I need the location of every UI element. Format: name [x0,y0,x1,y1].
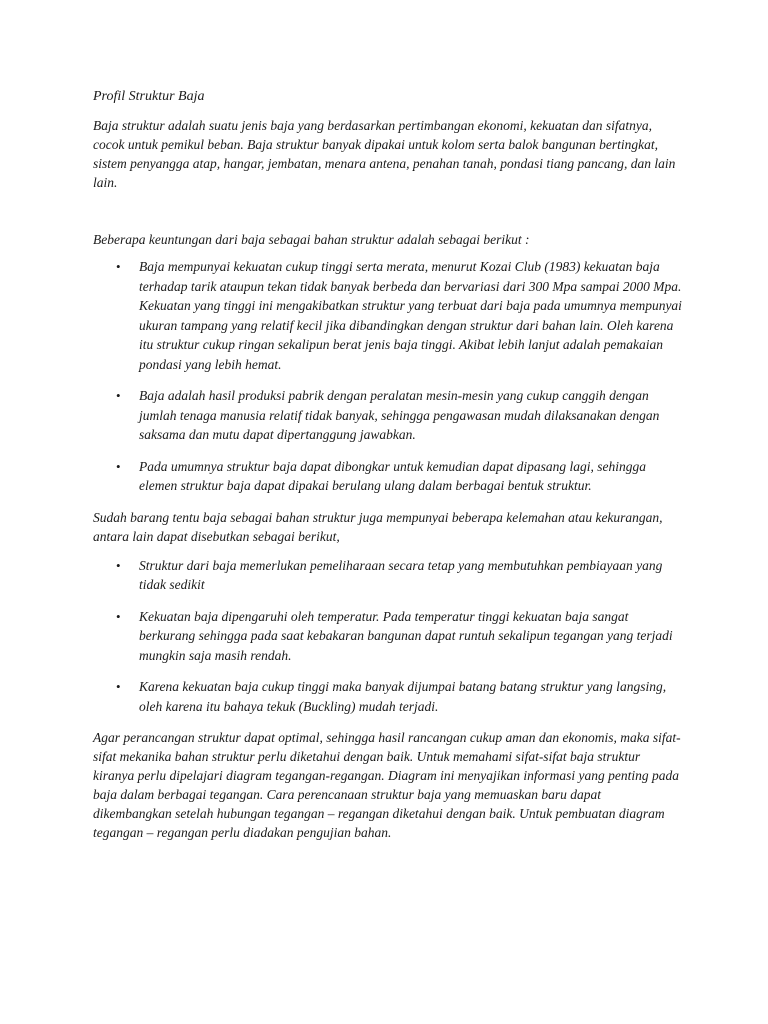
bullet-icon: • [116,259,121,274]
advantages-lead-paragraph: Beberapa keuntungan dari baja sebagai bahan struktur adalah sebagai berikut : [93,232,530,247]
list-item [93,556,683,595]
intro-paragraph: Baja struktur adalah suatu jenis baja yang berdasarkan pertimbangan ekonomi, kekuatan dan sifatnya, cocok untuk pemikul beban. Baja struktur banyak dipakai untuk kolom serta balok bangunan bertingkat, sistem penyangga atap, hangar, jembatan, menara antena, penahan tanah, pondasi tiang pancang, dan lain lain. [93,118,676,190]
bullet-icon: • [116,458,121,474]
list-item-text: Kekuatan baja dipengaruhi oleh temperatur. Pada temperatur tinggi kekuatan baja sangat berkurang sehingga pada saat kebakaran bangunan dapat runtuh sekalipun tegangan yang terjadi mungkin saja masih rendah. [139,608,673,663]
weaknesses-list [93,556,683,717]
list-item-text: Baja mempunyai kekuatan cukup tinggi serta merata, menurut Kozai Club (1983) kekuatan baja terhadap tarik ataupun tekan tidak banyak berbeda dan bervariasi dari 300 Mpa sampai 2000 Mpa. Kekuatan yang tinggi ini mengakibatkan struktur yang terbuat dari baja pada umumnya mempunyai ukuran tampang yang relatif kecil jika dibandingkan dengan struktur dari bahan lain. Oleh karena itu struktur cukup ringan sekalipun berat jenis baja tinggi. Akibat lebih lanjut adalah pemakaian pondasi yang lebih hemat. [139,259,682,372]
list-item [93,386,683,445]
list-item-text: Baja adalah hasil produksi pabrik dengan peralatan mesin-mesin yang cukup canggih dengan jumlah tenaga manusia relatif tidak banyak, sehingga pengawasan mudah dilaksanakan dengan saksama dan mutu dapat dipertanggung jawabkan. [139,388,660,442]
list-item [93,677,683,716]
bullet-icon: • [116,557,121,573]
closing-paragraph: Agar perancangan struktur dapat optimal, sehingga hasil rancangan cukup aman dan ekonomis, maka sifat-sifat mekanika bahan struktur perlu diketahui dengan baik. Untuk memahami sifat-sifat baja struktur kiranya perlu dipelajari diagram tegangan-regangan. Diagram ini menyajikan informasi yang penting pada baja dalam berbagai tegangan. Cara perencanaan struktur baja yang memuaskan baru dapat dikembangkan setelah hubungan tegangan – regangan diketahui dengan baik. Untuk pembuatan diagram tegangan – regangan perlu diadakan pengujian bahan. [93,730,681,840]
list-item-text: Pada umumnya struktur baja dapat dibongkar untuk kemudian dapat dipasang lagi, sehingga elemen struktur baja dapat dipakai berulang ulang dalam berbagai bentuk struktur. [139,458,646,493]
bullet-icon: • [116,679,121,694]
weaknesses-lead-paragraph: Sudah barang tentu baja sebagai bahan struktur juga mempunyai beberapa kelemahan atau kekurangan, antara lain dapat disebutkan sebagai berikut, [93,509,663,544]
document-page [93,88,683,842]
list-item [93,457,683,496]
list-item [93,257,683,374]
list-item [93,607,683,666]
bullet-icon: • [116,608,121,624]
bullet-icon: • [116,388,121,403]
document-title: Profil Struktur Baja [93,89,205,104]
list-item-text: Struktur dari baja memerlukan pemeliharaan secara tetap yang membutuhkan pembiayaan yang tidak sedikit [139,557,663,592]
list-item-text: Karena kekuatan baja cukup tinggi maka banyak dijumpai batang batang struktur yang langsing, oleh karena itu bahaya tekuk (Buckling) mudah terjadi. [139,679,667,714]
advantages-list [93,257,683,496]
